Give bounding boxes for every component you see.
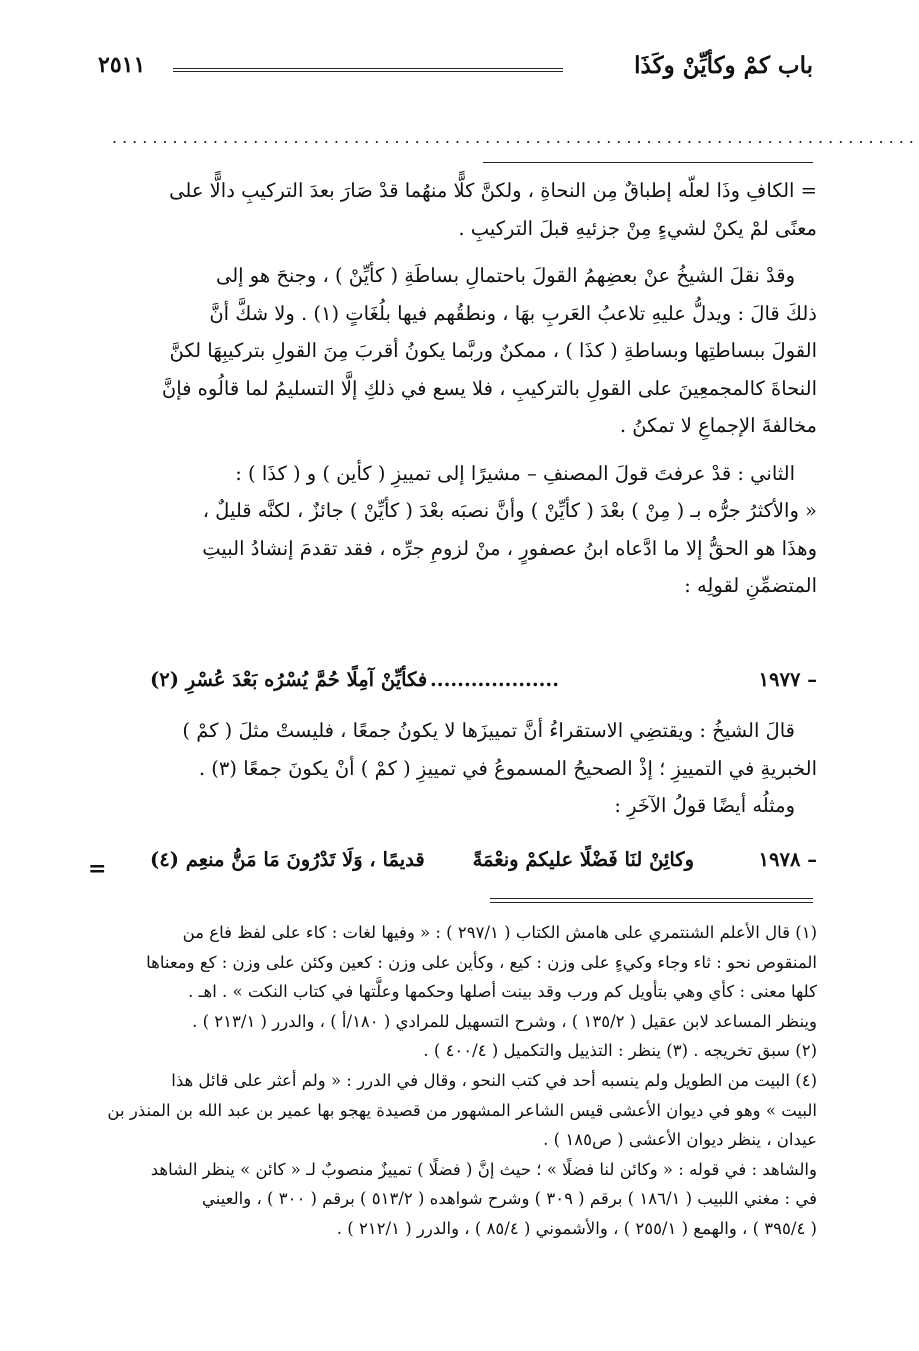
footnote-line: (١) قال الأعلم الشنتمري على هامش الكتاب ( ٢٩٧/١ ) : « وفيها لغات : كاء على لفظ فاع من [182,923,817,942]
page-number: ٢٥١١ [98,52,146,78]
footnote-line: عيدان ، ينظر ديوان الأعشى ( ص١٨٥ ) . [543,1130,817,1150]
header-rule [173,68,563,72]
footnote-line: ( ٣٩٥/٤ ) ، والهمع ( ٢٥٥/١ ) ، والأشموني ( ٨٥/٤ ) ، والدرر ( ٢١٢/١ ) . [336,1218,817,1238]
verse-number: ١٩٧٧ – [758,668,817,691]
footnote-line: (٤) البيت من الطويل ولم ينسبه أحد في كتب النحو ، وقال في الدرر : « ولم أعثر على قائل هذا [171,1070,817,1090]
text-line: مخالفةَ الإجماعِ لا تمكنُ . [619,414,817,437]
running-header [98,52,813,92]
verse-second-hemistich: فكأيِّنْ آمِلًا حُمَّ يُسْرُه بَعْدَ عُسْرِ (٢) [150,668,428,691]
footnote-line: المنقوص نحو : ثاء وجاء وكيءٍ على وزن : كيع ، وكأين على وزن : كعين وكئن على وزن : كع ومعناها [146,952,817,972]
text-line: الخبريةِ في التمييزِ ؛ إذْ الصحيحُ المسموعُ في تمييزِ ( كمْ ) أنْ يكونَ جمعًا (٣) . [198,756,817,780]
footnotes [107,918,817,1244]
verse-first-hemistich: وكائِنْ لنَا فَضْلًا عليكمْ ونعْمَةً [472,848,694,871]
verse-first-hemistich: ................... [430,668,559,691]
chapter-title: باب كمْ وكأيِّنْ وكَذَا [634,52,813,79]
footnote-line: في : مغني اللبيب ( ١٨٦/١ ) برقم ( ٣٠٩ ) وشرح شواهده ( ٥١٣/٢ ) برقم ( ٣٠٠ ) ، والعيني [201,1189,817,1209]
dotted-separator: ................................................................................ [112,128,919,147]
continuation-mark: = [88,856,107,882]
footnote-line: والشاهد : في قوله : « وكائن لنا فضلًا » ؛ حيث إنَّ ( فضلًا ) تمييزٌ منصوبٌ لـ « كائن » ينظر الشاهد [150,1159,817,1179]
text-line: = الكافِ وذَا لعلّه إطباقٌ مِن النحاةِ ، ولكنَّ كلًّا منهُما قدْ صَارَ بعدَ التركيبِ دالًّا على [169,179,817,202]
main-text-block-1 [104,172,817,605]
verse-second-hemistich: قديمًا ، وَلَا تَدْرُونَ مَا مَنُّ منعِم (٤) [150,848,425,871]
text-line: ذلكَ قالَ : ويدلُّ عليهِ تلاعبُ العَربِ بهَا ، ونطقُهم فيها بلُغَاتٍ (١) . ولا شكَّ أنَّ [209,301,817,325]
text-line: القولَ ببساطتِها وبساطةِ ( كذَا ) ، ممكنٌ وربَّما يكونُ أقربَ مِنَ القولِ بتركيبِهَا لكنَّ [169,339,817,362]
main-text-block-2 [104,712,817,825]
text-line: وقدْ نقلَ الشيخُ عنْ بعضِهمُ القولَ باحتمالِ بساطَةِ ( كأيِّنْ ) ، وجنحَ هو إلى [215,264,795,287]
footnote-rule [490,898,813,903]
footnote-line: (٢) سبق تخريجه . (٣) ينظر : التذييل والتكميل ( ٤٠٠/٤ ) . [423,1041,817,1061]
text-line: ومثلُه أيضًا قولُ الآخَرِ : [614,794,795,817]
text-line: الثاني : قدْ عرفتَ قولَ المصنفِ – مشيرًا إلى تمييزِ ( كأين ) و ( كذَا ) : [235,461,795,485]
verse-number: ١٩٧٨ – [758,848,817,871]
footnote-line: البيت » وهو في ديوان الأعشى قيس الشاعر المشهور من قصيدة يهجو بها عمير بن عبد الله بن المنذر بن [107,1100,817,1120]
text-line: المتضمِّنِ لقولِه : [684,574,817,597]
text-line: « والأكثرُ جرُّه بـ ( مِنْ ) بعْدَ ( كأيِّنْ ) وأنَّ نصبَه بعْدَ ( كأيِّنْ ) جائزٌ ، لكنَّه قليلٌ ، [202,499,817,522]
footnote-line: كلها معنى : كأي وهي بتأويل كم ورب وقد بينت أصلها وحكمها وعلَّتها في كتاب النكت » . اهـ . [188,982,817,1002]
text-line: قالَ الشيخُ : ويقتضِي الاستقراءُ أنَّ تمييزَها لا يكونُ جمعًا ، فليستْ مثلَ ( كمْ ) [182,719,795,742]
short-separator [483,162,813,163]
text-line: النحاةَ كالمجمعِينَ على القولِ بالتركيبِ ، فلا يسع في ذلكِ إلَّا التسليمُ لما قالُوه فإنَّ [161,376,817,400]
text-line: وهذَا هو الحقُّ إلا ما ادَّعاه ابنُ عصفورٍ ، منْ لزومِ جرِّه ، فقد تقدمَ إنشادُ البيتِ [202,536,817,560]
text-line: معنًى لمْ يكنْ لشيءٍ مِنْ جزئيهِ قبلَ التركيبِ . [458,216,817,240]
footnote-line: وينظر المساعد لابن عقيل ( ١٣٥/٢ ) ، وشرح التسهيل للمرادي ( ١٨٠/أ ) ، والدرر ( ٢١٣/١ ) . [192,1011,817,1031]
